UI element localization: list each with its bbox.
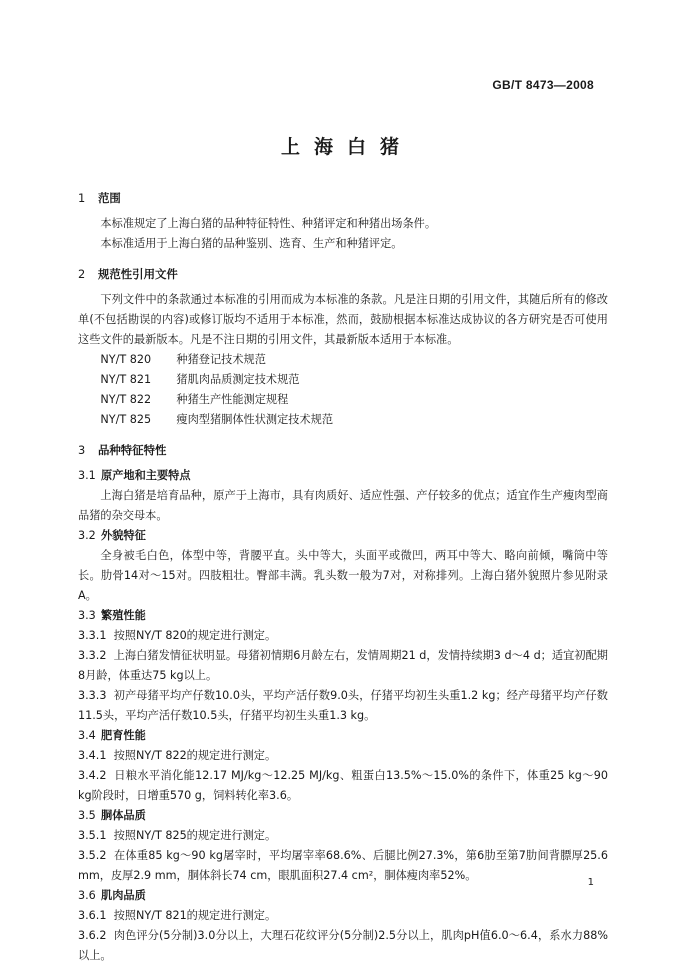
paragraph: 本标准规定了上海白猪的品种特征特性、种猪评定和种猪出场条件。 (100, 217, 437, 230)
reference-title: 种猪生产性能测定规程 (176, 393, 289, 406)
document-body (78, 188, 608, 966)
reference-title: 猪肌肉品质测定技术规范 (176, 373, 300, 386)
reference-item (78, 370, 608, 390)
subsection-title: 外貌特征 (101, 529, 146, 542)
clause-text: 按照NY/T 821的规定进行测定。 (113, 909, 277, 922)
clause-text: 肉色评分(5分制)3.0分以上，大理石花纹评分(5分制)2.5分以上，肌肉pH值6.0～6.4，系水力88%以上。 (78, 929, 608, 962)
clause-number: 3.3.1 (78, 629, 107, 642)
subsection-number: 3.3 (78, 609, 96, 622)
clause (78, 626, 608, 646)
paragraph: 本标准适用于上海白猪的品种鉴别、选育、生产和种猪评定。 (100, 237, 403, 250)
paragraph: 上海白猪是培育品种，原产于上海市，具有肉质好、适应性强、产仔较多的优点；适宜作生产瘦肉型商品猪的杂交母本。 (78, 489, 608, 522)
subsection-heading (78, 526, 608, 546)
subsection-number: 3.2 (78, 529, 96, 542)
subsection-heading (78, 726, 608, 746)
subsection-heading (78, 466, 608, 486)
page-number: 1 (587, 877, 594, 888)
clause (78, 926, 608, 966)
section-number: 3 (78, 443, 86, 457)
subsection-title: 繁殖性能 (101, 609, 146, 622)
clause-text: 初产母猪平均产仔数10.0头，平均产活仔数9.0头，仔猪平均初生头重1.2 kg；经产母猪平均产仔数11.5头，平均产活仔数10.5头，仔猪平均初生头重1.3 kg。 (78, 689, 608, 722)
reference-code: NY/T 825 (100, 413, 152, 426)
clause-number: 3.6.1 (78, 909, 107, 922)
clause-number: 3.6.2 (78, 929, 107, 942)
clause-text: 按照NY/T 825的规定进行测定。 (113, 829, 277, 842)
paragraph: 全身被毛白色，体型中等，背腰平直。头中等大，头面平或微凹，两耳中等大、略向前倾，嘴筒中等长。肋骨14对～15对。四肢粗壮。臀部丰满。乳头数一般为7对，对称排列。上海白猪外貌照片参见附录A。 (78, 549, 608, 602)
subsection-number: 3.4 (78, 729, 96, 742)
subsection-title: 原产地和主要特点 (101, 469, 191, 482)
clause-text: 上海白猪发情征状明显。母猪初情期6月龄左右，发情周期21 d，发情持续期3 d～4 d；适宜初配期8月龄，体重达75 kg以上。 (78, 649, 608, 682)
clause-text: 日粮水平消化能12.17 MJ/kg～12.25 MJ/kg、粗蛋白13.5%～15.0%的条件下，体重25 kg～90 kg阶段时，日增重570 g，饲料转化率3.6。 (78, 769, 608, 802)
subsection-number: 3.6 (78, 889, 96, 902)
clause (78, 646, 608, 686)
reference-code: NY/T 821 (100, 373, 152, 386)
standard-code: GB/T 8473—2008 (492, 78, 594, 92)
section-title: 品种特征特性 (98, 443, 167, 457)
section-title: 范围 (98, 191, 121, 205)
clause (78, 826, 608, 846)
clause-number: 3.4.1 (78, 749, 107, 762)
subsection-heading (78, 806, 608, 826)
subsection-title: 肌肉品质 (101, 889, 146, 902)
section-title: 规范性引用文件 (98, 267, 178, 281)
clause-number: 3.5.2 (78, 849, 107, 862)
clause (78, 686, 608, 726)
reference-code: NY/T 820 (100, 353, 152, 366)
reference-item (78, 390, 608, 410)
clause (78, 906, 608, 926)
reference-title: 种猪登记技术规范 (176, 353, 266, 366)
subsection-title: 胴体品质 (101, 809, 146, 822)
clause-number: 3.3.2 (78, 649, 107, 662)
clause-number: 3.3.3 (78, 689, 107, 702)
reference-item (78, 410, 608, 430)
clause-number: 3.5.1 (78, 829, 107, 842)
section-2-heading (78, 264, 608, 284)
clause-text: 按照NY/T 820的规定进行测定。 (113, 629, 277, 642)
subsection-heading (78, 606, 608, 626)
subsection-number: 3.1 (78, 469, 96, 482)
clause-number: 3.4.2 (78, 769, 107, 782)
clause (78, 746, 608, 766)
paragraph: 下列文件中的条款通过本标准的引用而成为本标准的条款。凡是注日期的引用文件，其随后所有的修改单(不包括勘误的内容)或修订版均不适用于本标准，然而，鼓励根据本标准达成协议的各方研究是否可使用这些文件的最新版本。凡是不注日期的引用文件，其最新版本适用于本标准。 (78, 293, 608, 346)
clause-text: 在体重85 kg～90 kg屠宰时，平均屠宰率68.6%、后腿比例27.3%，第6肋至第7肋间背膘厚25.6 mm，皮厚2.9 mm，胴体斜长74 cm，眼肌面积27.4 cm²，胴体瘦肉率52%。 (78, 849, 608, 882)
clause (78, 846, 608, 886)
clause (78, 766, 608, 806)
reference-title: 瘦肉型猪胴体性状测定技术规范 (176, 413, 334, 426)
subsection-heading (78, 886, 608, 906)
document-title: 上海白猪 (280, 136, 413, 158)
subsection-title: 肥育性能 (101, 729, 146, 742)
section-number: 1 (78, 191, 86, 205)
clause-text: 按照NY/T 822的规定进行测定。 (113, 749, 277, 762)
reference-code: NY/T 822 (100, 393, 152, 406)
subsection-number: 3.5 (78, 809, 96, 822)
reference-item (78, 350, 608, 370)
section-1-heading (78, 188, 608, 208)
section-3-heading (78, 440, 608, 460)
section-number: 2 (78, 267, 86, 281)
